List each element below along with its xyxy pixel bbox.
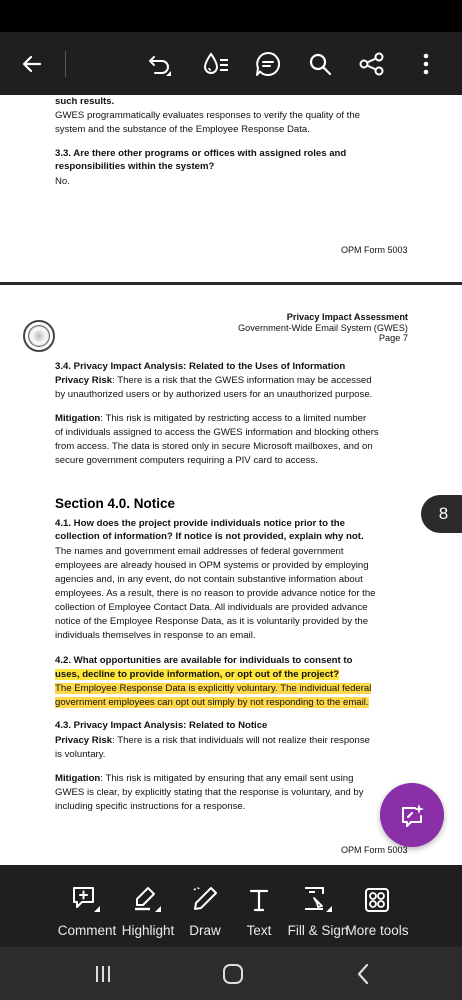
highlight-tool[interactable] xyxy=(119,865,177,947)
document-viewport[interactable] xyxy=(0,95,462,865)
comment-add-icon xyxy=(71,885,103,913)
page-number-indicator[interactable]: 8 xyxy=(421,495,462,533)
question-heading: 3.4. Privacy Impact Analysis: Related to the Uses of Information xyxy=(55,361,346,372)
pen-draw-icon xyxy=(191,885,219,913)
doc-line: secure government computers requiring a PIV card to access. xyxy=(55,455,318,466)
doc-line: GWES programmatically evaluates responses to verify the quality of the xyxy=(55,110,361,121)
question-heading: 4.1. How does the project provide individuals notice prior to the xyxy=(55,518,345,529)
search-icon xyxy=(308,52,332,76)
doc-line: is voluntary. xyxy=(55,749,106,760)
doc-line: by unauthorized users or by authorized users for an unauthorized purpose. xyxy=(55,389,373,400)
text-tool[interactable] xyxy=(238,865,280,947)
highlight-tool-label: Highlight xyxy=(121,923,175,938)
page-footer: OPM Form 5003 xyxy=(341,845,408,855)
doc-line: notice of the Employee Response Data, as it is voluntarily provided by the xyxy=(55,616,369,627)
doc-span: : This risk is mitigated by ensuring that any email sent using xyxy=(100,773,354,784)
header-page: Page 7 xyxy=(378,333,408,343)
doc-line: agencies and, in any event, do not contain substantive information about xyxy=(55,574,363,585)
text-tool-label: Text xyxy=(246,923,272,938)
recent-apps-icon xyxy=(93,964,113,984)
question-heading: 3.3. Are there other programs or offices with assigned roles and xyxy=(55,148,347,159)
highlighted-answer[interactable] xyxy=(55,682,410,696)
mitigation-label: Mitigation xyxy=(55,773,101,784)
doc-line: individuals themselves in response to an email. xyxy=(55,630,256,641)
toolbar-divider xyxy=(65,51,66,77)
doc-line xyxy=(55,374,410,388)
undo-button[interactable] xyxy=(140,32,180,95)
agency-seal xyxy=(23,320,55,352)
fill-sign-icon xyxy=(301,885,335,913)
nav-back-button[interactable] xyxy=(333,947,393,1000)
recent-apps-button[interactable] xyxy=(73,947,133,1000)
undo-icon xyxy=(145,51,175,77)
doc-line: from access. The data is stored only in secure Microsoft mailboxes, and on xyxy=(55,441,373,452)
comment-list-icon xyxy=(255,51,281,77)
fill-sign-tool-label: Fill & Sign xyxy=(287,923,349,938)
highlighted-text: uses, decline to provide information, or opt out of the project? xyxy=(55,669,340,680)
grid-tools-icon xyxy=(364,887,390,913)
doc-line xyxy=(55,772,410,786)
risk-label: Privacy Risk xyxy=(55,735,113,746)
doc-line: of individuals assigned to access the GWES information and blocking others xyxy=(55,427,379,438)
doc-span: : There is a risk that individuals will not realize their response xyxy=(112,735,370,746)
text-t-icon xyxy=(247,887,271,913)
risk-label: Privacy Risk xyxy=(55,375,113,386)
highlighted-text: The Employee Response Data is explicitly voluntary. The individual federal xyxy=(55,683,372,694)
bottom-tools-bar xyxy=(0,865,462,947)
back-icon xyxy=(355,963,371,985)
highlighter-icon xyxy=(132,885,164,913)
question-heading: responsibilities within the system? xyxy=(55,161,215,172)
question-heading: 4.3. Privacy Impact Analysis: Related to Notice xyxy=(55,720,268,731)
doc-line: employees. As a result, there is no reason to provide advance notice for the xyxy=(55,588,376,599)
doc-span: : There is a risk that the GWES information may be accessed xyxy=(112,375,372,386)
more-vert-icon xyxy=(422,52,430,76)
more-tools-button[interactable] xyxy=(346,865,408,947)
comment-tool[interactable] xyxy=(55,865,119,947)
fill-sign-tool[interactable] xyxy=(286,865,350,947)
highlighted-answer[interactable] xyxy=(55,696,410,710)
section-title: Section 4.0. Notice xyxy=(55,496,176,511)
highlighted-question[interactable] xyxy=(55,668,410,682)
doc-line: collection of Employee Contact Data. All individuals are provided advance xyxy=(55,602,368,613)
page-header xyxy=(238,312,408,344)
doc-line: including specific instructions for a response. xyxy=(55,801,246,812)
read-aloud-icon xyxy=(202,51,230,77)
back-button[interactable] xyxy=(12,32,52,95)
doc-line: GWES is clear, by explicitly stating that the response is voluntary, and by xyxy=(55,787,364,798)
comment-tool-label: Comment xyxy=(57,923,117,938)
back-arrow-icon xyxy=(20,52,44,76)
status-bar xyxy=(0,0,462,32)
search-button[interactable] xyxy=(300,32,340,95)
doc-line: system and the substance of the Employee Response Data. xyxy=(55,124,310,135)
read-aloud-button[interactable] xyxy=(196,32,236,95)
doc-line xyxy=(55,734,410,748)
highlighted-text: government employees can opt out simply by not responding to the email. xyxy=(55,697,369,708)
system-nav-bar xyxy=(0,947,462,1000)
question-heading: collection of information? If notice is not provided, explain why not. xyxy=(55,531,364,542)
page-footer: OPM Form 5003 xyxy=(341,245,408,255)
header-title: Privacy Impact Assessment xyxy=(286,312,408,322)
question-heading: 4.2. What opportunities are available for individuals to consent to xyxy=(55,655,353,666)
ai-sparkle-chat-icon xyxy=(398,801,426,829)
more-options-button[interactable] xyxy=(406,32,446,95)
mitigation-label: Mitigation xyxy=(55,413,101,424)
home-button[interactable] xyxy=(203,947,263,1000)
doc-line: such results. xyxy=(55,96,115,107)
ai-assistant-button[interactable] xyxy=(380,783,444,847)
share-icon xyxy=(359,52,385,76)
comments-list-button[interactable] xyxy=(248,32,288,95)
more-tools-label: More tools xyxy=(345,923,409,938)
doc-line xyxy=(55,412,410,426)
doc-line: No. xyxy=(55,176,70,187)
share-button[interactable] xyxy=(352,32,392,95)
draw-tool-label: Draw xyxy=(189,923,221,938)
doc-span: : This risk is mitigated by restricting access to a limited number xyxy=(100,413,367,424)
doc-line: employees are already housed in OPM systems or provided by employing xyxy=(55,560,369,571)
doc-line: The names and government email addresses of federal government xyxy=(55,546,344,557)
top-toolbar xyxy=(0,32,462,95)
home-icon xyxy=(222,963,244,985)
draw-tool[interactable] xyxy=(182,865,228,947)
page-separator xyxy=(0,282,462,285)
header-system: Government-Wide Email System (GWES) xyxy=(237,322,408,333)
